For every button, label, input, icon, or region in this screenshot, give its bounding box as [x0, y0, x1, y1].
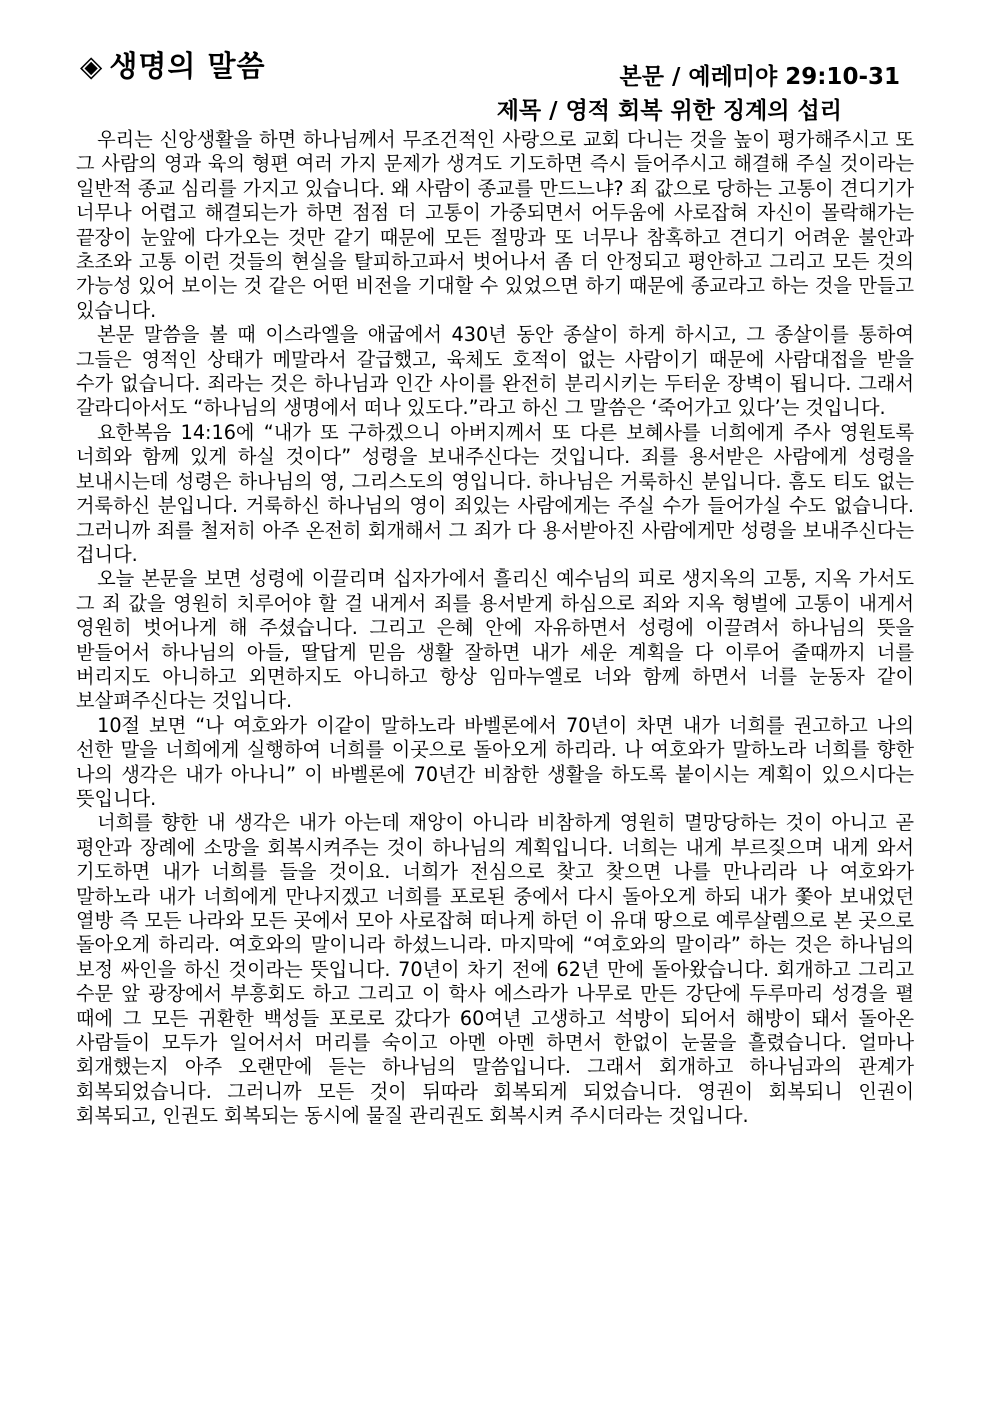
paragraph: 우리는 신앙생활을 하면 하나님께서 무조건적인 사랑으로 교회 다니는 것을 높이 평가해주시고 또 그 사람의 영과 육의 형편 여러 가지 문제가 생겨도 기도하면 즉시 들어주시고 해결해 주실 것이라는 일반적 종교 심리를 가지고 있습니다. 왜 사람이 종교를 만드느냐? 죄 값으로 당하는 고통이 견디기가 너무나 어렵고 해결되는가 하면 점점 더 고통이 가중되면서 어두움에 사로잡혀 자신이 몰락해가는 끝장이 눈앞에 다가오는 것만 같기 때문에 모든 절망과 또 너무나 참혹하고 견디기 어려운 불안과 초조와 고통 이런 것들의 현실을 탈피하고파서 벗어나서 좀 더 안정되고 평안하고 그리고 모든 것의 가능성 있어 보이는 것 같은 어떤 비전을 기대할 수 있었으면 하기 때문에 종교라고 하는 것을 만들고 있습니다. [76, 128, 914, 322]
paragraph: 10절 보면 “나 여호와가 이같이 말하노라 바벨론에서 70년이 차면 내가 너희를 권고하고 나의 선한 말을 너희에게 실행하여 너희를 이곳으로 돌아오게 하리라. 나 여호와가 말하노라 너희를 향한 나의 생각은 내가 아나니” 이 바벨론에 70년간 비참한 생활을 하도록 붙이시는 계획이 있으시다는 뜻입니다. [76, 713, 914, 810]
sermon-body [76, 128, 914, 1129]
section-title-text: 생명의 말씀 [109, 49, 266, 83]
diamond-bullet-icon: ◈ [80, 49, 104, 83]
section-title [80, 44, 265, 85]
paragraph: 오늘 본문을 보면 성령에 이끌리며 십자가에서 흘리신 예수님의 피로 생지옥의 고통, 지옥 가서도 그 죄 값을 영원히 치루어야 할 걸 내게서 죄를 용서받게 하심으로 죄와 지옥 형벌에 고통이 내게서 영원히 벗어나게 해 주셨습니다. 그리고 은혜 안에 자유하면서 성령에 이끌려서 하나님의 뜻을 받들어서 하나님의 아들, 딸답게 믿음 생활 잘하면 내가 세운 계획을 다 이루어 줄때까지 너를 버리지도 아니하고 외면하지도 아니하고 항상 임마누엘로 너와 함께 하면서 너를 눈동자 같이 보살펴주신다는 것입니다. [76, 567, 914, 713]
paragraph: 요한복음 14:16에 “내가 또 구하겠으니 아버지께서 또 다른 보혜사를 너희에게 주사 영원토록 너희와 함께 있게 하실 것이다” 성령을 보내주신다는 것입니다. 죄를 용서받은 사람에게 성령을 보내시는데 성령은 하나님의 영, 그리스도의 영입니다. 하나님은 거룩하신 분입니다. 흠도 티도 없는 거룩하신 분입니다. 거룩하신 하나님의 영이 죄있는 사람에게는 주실 수가 들어가실 수도 없습니다. 그러니까 죄를 철저히 아주 온전히 회개해서 그 죄가 다 용서받아진 사람에게만 성령을 보내주신다는 겁니다. [76, 420, 914, 566]
paragraph: 너희를 향한 내 생각은 내가 아는데 재앙이 아니라 비참하게 영원히 멸망당하는 것이 아니고 곧 평안과 장례에 소망을 회복시켜주는 것이 하나님의 계획입니다. 너희는 내게 부르짖으며 내게 와서 기도하면 내가 너희를 들을 것이요. 너희가 전심으로 찾고 찾으면 나를 만나리라 나 여호와가 말하노라 내가 너희에게 만나지겠고 너희를 포로된 중에서 다시 돌아오게 하되 내가 쫓아 보내었던 열방 즉 모든 나라와 모든 곳에서 모아 사로잡혀 떠나게 하던 이 유대 땅으로 예루살렘으로 본 곳으로 돌아오게 하리라. 여호와의 말이니라 하셨느니라. 마지막에 “여호와의 말이라” 하는 것은 하나님의 보정 싸인을 하신 것이라는 뜻입니다. 70년이 차기 전에 62년 만에 돌아왔습니다. 회개하고 그리고 수문 앞 광장에서 부흥회도 하고 그리고 이 학사 에스라가 나무로 만든 강단에 두루마리 성경을 펼 때에 그 모든 귀환한 백성들 포로로 갔다가 60여년 고생하고 석방이 되어서 해방이 돼서 돌아온 사람들이 모두가 일어서서 머리를 숙이고 아멘 아멘 하면서 한없이 눈물을 흘렸습니다. 얼마나 회개했는지 아주 오랜만에 듣는 하나님의 말씀입니다. 그래서 회개하고 하나님과의 관계가 회복되었습니다. 그러니까 모든 것이 뒤따라 회복되게 되었습니다. 영권이 회복되니 인권이 회복되고, 인권도 회복되는 동시에 물질 관리권도 회복시켜 주시더라는 것입니다. [76, 811, 914, 1128]
paragraph: 본문 말씀을 볼 때 이스라엘을 애굽에서 430년 동안 종살이 하게 하시고, 그 종살이를 통하여 그들은 영적인 상태가 메말라서 갈급했고, 육체도 호적이 없는 사람이기 때문에 사람대접을 받을 수가 없습니다. 죄라는 것은 하나님과 인간 사이를 완전히 분리시키는 두터운 장벽이 됩니다. 그래서 갈라디아서도 “하나님의 생명에서 떠나 있도다.”라고 하신 그 말씀은 ‘죽어가고 있다’는 것입니다. [76, 323, 914, 420]
sermon-subject: 제목 / 영적 회복 위한 징계의 섭리 [496, 98, 842, 124]
scripture-passage: 본문 / 예레미야 29:10-31 [619, 64, 900, 90]
